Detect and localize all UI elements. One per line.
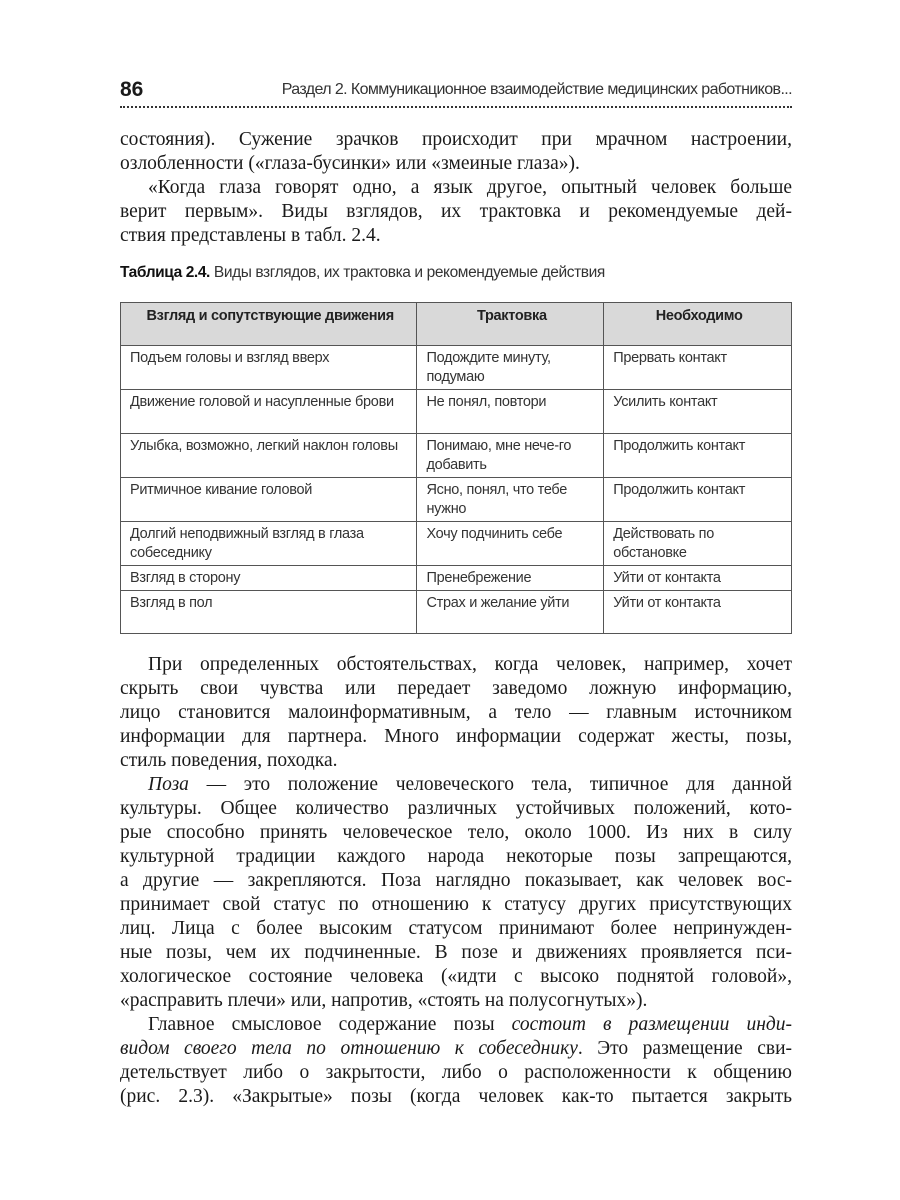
text-segment: ствия представлены в табл. 2.4. bbox=[120, 225, 381, 246]
text-segment: — это положение человеческого тела, типичное для данной bbox=[188, 774, 792, 795]
table-cell: Усилить контакт bbox=[604, 390, 792, 434]
text-line bbox=[120, 893, 792, 917]
table-cell: Улыбка, возможно, легкий наклон головы bbox=[121, 434, 417, 478]
text-segment: культуры. Общее количество различных устойчивых положений, кото- bbox=[120, 798, 792, 819]
table-cell: Хочу подчинить себе bbox=[417, 522, 604, 566]
text-segment: а другие — закрепляются. Поза наглядно показывает, как человек вос- bbox=[120, 870, 792, 891]
text-segment: рые способно принять человеческое тело, около 1000. Из них в силу bbox=[120, 822, 792, 843]
text-segment: состояния). Сужение зрачков происходит при мрачном настроении, bbox=[120, 129, 792, 150]
table-cell: Продолжить контакт bbox=[604, 434, 792, 478]
text-segment: хологическое состояние человека («идти с высоко поднятой головой», bbox=[120, 966, 792, 987]
text-segment: (рис. 2.3). «Закрытые» позы (когда человек как-то пытается закрыть bbox=[120, 1086, 792, 1107]
text-segment: скрыть свои чувства или передает заведомо ложную информацию, bbox=[120, 678, 792, 699]
table-cell: Продолжить контакт bbox=[604, 478, 792, 522]
text-segment: озлобленности («глаза-бусинки» или «змеиные глаза»). bbox=[120, 153, 580, 174]
running-title: Раздел 2. Коммуникационное взаимодействие медицинских работников... bbox=[281, 81, 792, 98]
table-cell: Прервать контакт bbox=[604, 346, 792, 390]
running-header bbox=[120, 78, 792, 108]
text-line bbox=[120, 725, 792, 749]
text-line bbox=[120, 773, 792, 797]
table-row bbox=[121, 591, 792, 634]
text-line bbox=[120, 845, 792, 869]
table-row bbox=[121, 434, 792, 478]
text-segment: детельствует либо о закрытости, либо о расположенности к общению bbox=[120, 1062, 792, 1083]
table-cell: Долгий неподвижный взгляд в глаза собеседнику bbox=[121, 522, 417, 566]
text-line bbox=[120, 176, 792, 200]
text-segment: Главное смысловое содержание позы bbox=[148, 1014, 512, 1035]
column-header: Необходимо bbox=[604, 303, 792, 346]
table-caption-text: Виды взглядов, их трактовка и рекомендуемые действия bbox=[209, 264, 605, 281]
table-header-row bbox=[121, 303, 792, 346]
text-segment: культурной традиции каждого народа некоторые позы запрещаются, bbox=[120, 846, 792, 867]
table-row bbox=[121, 478, 792, 522]
text-segment: При определенных обстоятельствах, когда человек, например, хочет bbox=[148, 654, 792, 675]
text-line bbox=[120, 677, 792, 701]
text-segment: лицо становится малоинформативным, а тело — главным источником bbox=[120, 702, 792, 723]
text-line bbox=[120, 941, 792, 965]
text-line bbox=[120, 917, 792, 941]
text-line bbox=[120, 965, 792, 989]
text-line bbox=[120, 200, 792, 224]
table-row bbox=[121, 522, 792, 566]
table-cell: Действовать по обстановке bbox=[604, 522, 792, 566]
column-header: Взгляд и сопутствующие движения bbox=[121, 303, 417, 346]
table-row bbox=[121, 346, 792, 390]
table-cell: Пренебрежение bbox=[417, 566, 604, 591]
text-line bbox=[120, 701, 792, 725]
table-cell: Взгляд в сторону bbox=[121, 566, 417, 591]
table-row bbox=[121, 390, 792, 434]
gaze-table bbox=[120, 302, 792, 634]
table-caption-label: Таблица 2.4. bbox=[120, 264, 210, 281]
table-cell: Понимаю, мне нече-го добавить bbox=[417, 434, 604, 478]
page-number: 86 bbox=[120, 78, 144, 101]
table-cell: Взгляд в пол bbox=[121, 591, 417, 634]
italic-segment: Поза bbox=[148, 774, 189, 795]
table-cell: Страх и желание уйти bbox=[417, 591, 604, 634]
text-line bbox=[120, 989, 792, 1013]
text-segment: стиль поведения, походка. bbox=[120, 750, 338, 771]
text-segment: ные позы, чем их подчиненные. В позе и движениях проявляется пси- bbox=[120, 942, 792, 963]
text-line bbox=[120, 821, 792, 845]
text-line bbox=[120, 1013, 792, 1037]
table-cell: Ритмичное кивание головой bbox=[121, 478, 417, 522]
italic-segment: состоит в размещении инди- bbox=[511, 1014, 792, 1035]
table-cell: Не понял, повтори bbox=[417, 390, 604, 434]
text-line bbox=[120, 224, 792, 248]
intro-text bbox=[120, 128, 792, 248]
text-line bbox=[120, 749, 792, 773]
text-line bbox=[120, 1037, 792, 1061]
text-segment: . Это размещение сви- bbox=[577, 1038, 792, 1059]
column-header: Трактовка bbox=[417, 303, 604, 346]
text-line bbox=[120, 797, 792, 821]
table-cell: Уйти от контакта bbox=[604, 566, 792, 591]
text-segment: информации для партнера. Много информации содержат жесты, позы, bbox=[120, 726, 792, 747]
table-cell: Ясно, понял, что тебе нужно bbox=[417, 478, 604, 522]
text-segment: лиц. Лица с более высоким статусом принимают более непринужден- bbox=[120, 918, 792, 939]
text-line bbox=[120, 152, 792, 176]
text-segment: принимает свой статус по отношению к статусу других присутствующих bbox=[120, 894, 792, 915]
text-segment: «Когда глаза говорят одно, а язык другое, опытный человек больше bbox=[148, 177, 792, 198]
table-cell: Уйти от контакта bbox=[604, 591, 792, 634]
text-line bbox=[120, 653, 792, 677]
italic-segment: видом своего тела по отношению к собеседнику bbox=[120, 1038, 578, 1059]
text-segment: «расправить плечи» или, напротив, «стоять на полусогнутых»). bbox=[120, 990, 648, 1011]
table-cell: Подождите минуту, подумаю bbox=[417, 346, 604, 390]
text-line bbox=[120, 1061, 792, 1085]
text-line bbox=[120, 869, 792, 893]
table-caption bbox=[120, 264, 605, 282]
text-line bbox=[120, 128, 792, 152]
table-cell: Движение головой и насупленные брови bbox=[121, 390, 417, 434]
text-line bbox=[120, 1085, 792, 1109]
table-row bbox=[121, 566, 792, 591]
body-text bbox=[120, 653, 792, 1109]
table-cell: Подъем головы и взгляд вверх bbox=[121, 346, 417, 390]
text-segment: верит первым». Виды взглядов, их трактовка и рекомендуемые дей- bbox=[120, 201, 792, 222]
